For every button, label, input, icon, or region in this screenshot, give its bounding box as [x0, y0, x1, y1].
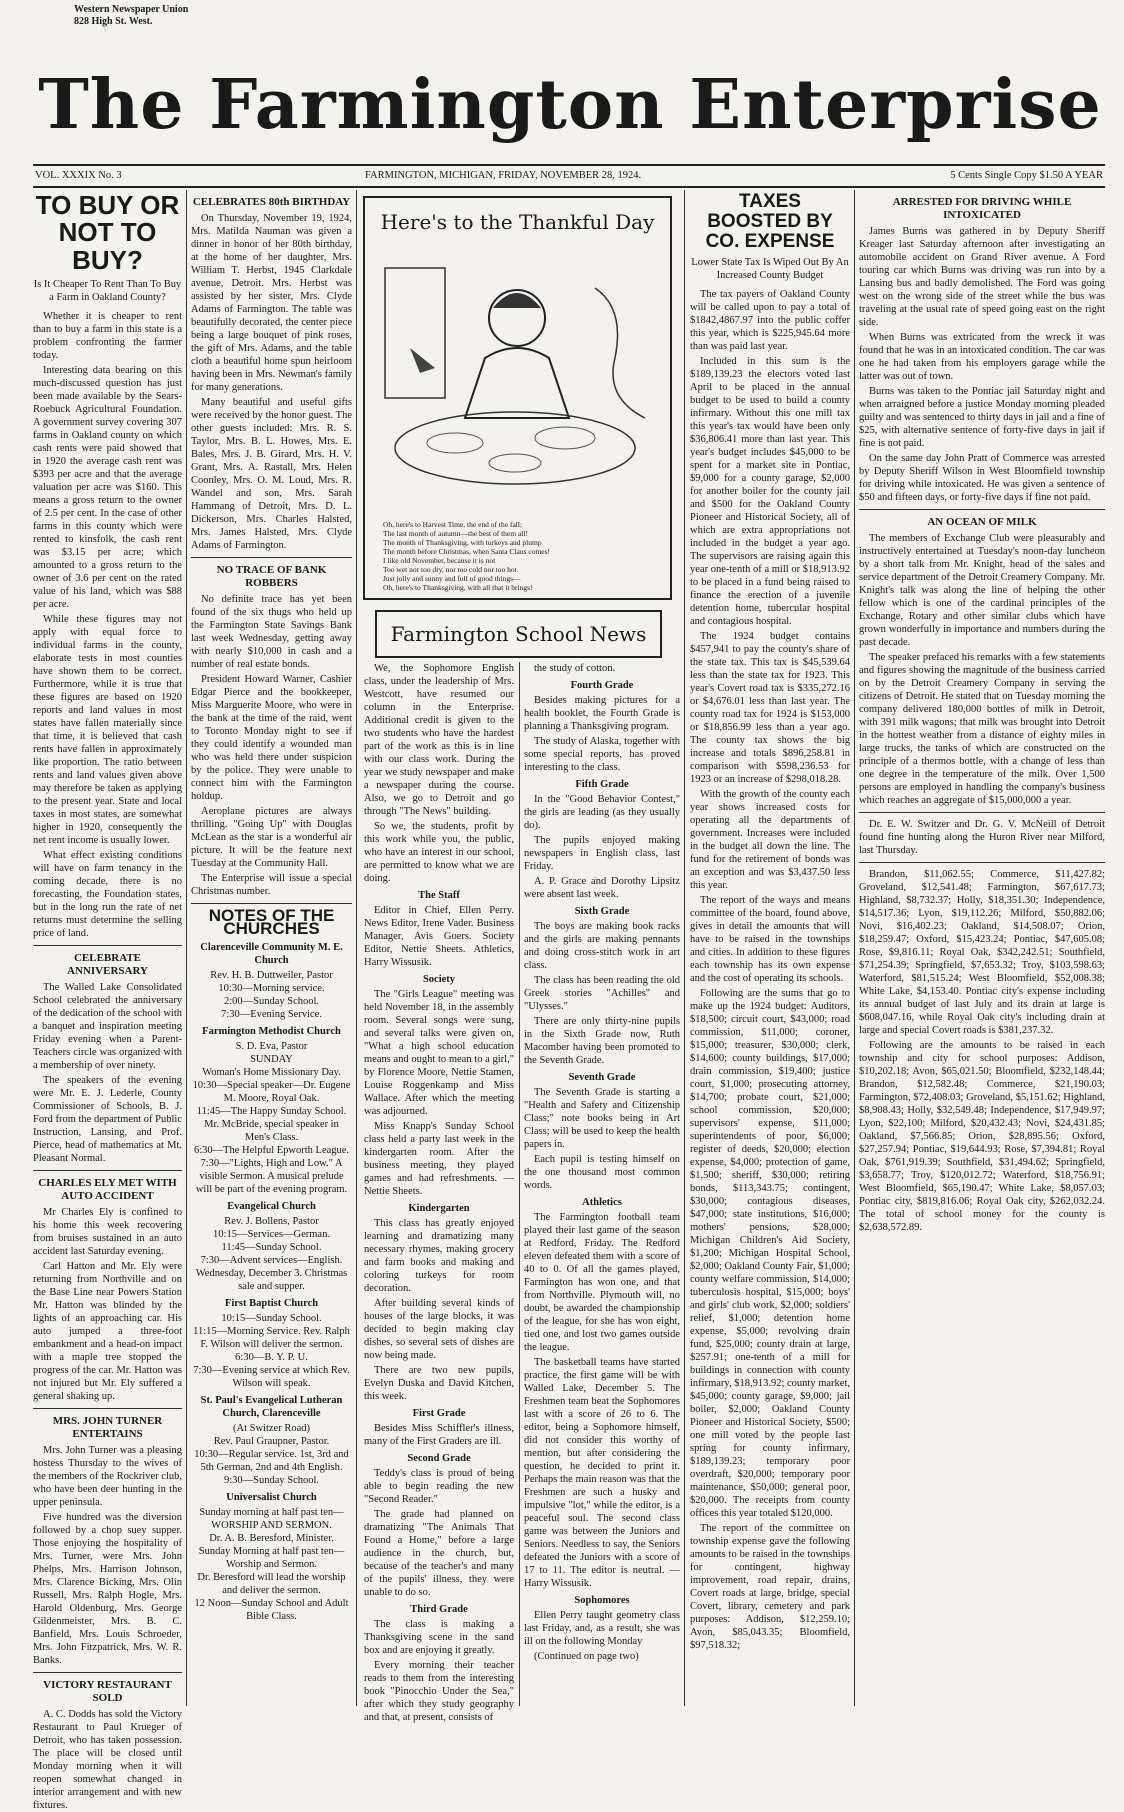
church-service-line: SUNDAY	[250, 1054, 293, 1065]
stamp-line-1: Western Newspaper Union	[74, 4, 189, 15]
tax-list-paragraph: Brandon, $11,062.55; Commerce, $11,427.82; Groveland, $12,541.48; Farmington, $67,617.73; Highland, $8,732.37; Holly, $18,351.30; Independence, $14,517.36; Lyon, $19,112.26; Milford, $50,882.06; Novi, $16,402.23; Oakland, $14,508.07; Orion, $18,259.47; Oxford, $15,423.24; Pontiac, $47,605.08; Rose, $9,816.11; Royal Oak, $342,242.51; Southfield, $71,254.39; Springfield, $7,653.32; Troy, $103,598.63; Waterford, $81,515.24; West Bloomfield, $52,008.38; White Lake, $4,153.40. Pontiac city's expense including its annual budget of last July and its drain at large is $608,047.16, while Royal Oak city's including drain at large and special Covert roads is $381,237.32.	[859, 869, 1105, 1036]
article-paragraph: On the same day John Pratt of Commerce was arrested by Deputy Sheriff Wilson in West Bloomfield township for driving while intoxicated. He was given a sentence of $50 and fifteen days, or forty-five days if fine not paid.	[859, 453, 1105, 503]
article-paragraph: The members of Exchange Club were pleasurably and instructively entertained at Tuesday's noon-day luncheon by a short talk from Mr. Knight, head of the sales and service department of the Detroit Creamery Company. Mr. Knight's talk was along the line of helping the other fellow which is one of the cardinal principles of the Exchange, Rotary and other similar clubs which have grown wonderfully in importance and numbers during the past decade.	[859, 533, 1105, 648]
headline-buy-or-rent: TO BUY OR NOT TO BUY?	[35, 190, 180, 275]
article-paragraph: The 1924 budget contains $457,941 to pay the county's share of the state tax. This tax is $45,539.64 less than the state tax for 1923. This year's Covert road tax is $335,272.16 or $4,676.01 less than last year. The county road tax for 1924 is $153,000 or $18,856.99 less than a year ago. The county tax shows the big increase and totals $896,258.81 in comparison with $598,236.53 for 1923 or an increase of $298,018.28.	[690, 630, 850, 785]
article-paragraph: Dr. E. W. Switzer and Dr. G. V. McNeill of Detroit found fine hunting along the Huron River near Milford, last Thursday.	[859, 819, 1105, 856]
school-news-left-column	[364, 662, 514, 1723]
headline-churches: NOTES OF THE CHURCHES	[208, 906, 335, 938]
article-paragraph: No definite trace has yet been found of the six thugs who held up the Farmington State Savings Bank last week Wednesday, getting away with nearly $10,000 in cash and a number of real estate bonds.	[191, 594, 352, 670]
school-section-heading: First Grade	[412, 1408, 466, 1419]
headline-milk: AN OCEAN OF MILK	[927, 516, 1037, 528]
story-divider	[859, 509, 1105, 510]
article-paragraph: On Thursday, November 19, 1924, Mrs. Matilda Nauman was given a dinner in honor of her 80th birthday, at the home of her daughter, Mrs. William T. Herbst, 1945 Clarkdale avenue, Detroit. Mrs. Herbst was assisted by her sister, Mrs. Clyde Adams of Farmington. The table was beautifully decorated, the center piece being a large bouquet of pink roses, the gift of Mrs. Adams, and the table cloth a beautiful home spun heirloom having been in Mrs. Newman's family for many generations.	[191, 213, 352, 393]
article-paragraph: President Howard Warner, Cashier Edgar Pierce and the bookkeeper, Miss Marguerite Moore, who were in the bank at the time of the raid, went to Toronto Monday night to see if they could identify a wounded man who was held there under suspicion by the police. They were unable to connect him with the Farmington holdup.	[191, 674, 352, 802]
column-rule	[356, 190, 357, 1706]
story-divider	[191, 903, 352, 904]
church-name: First Baptist Church	[224, 1298, 319, 1309]
church-service-line: 9:30—Sunday School.	[223, 1475, 320, 1486]
school-section-heading: Second Grade	[407, 1453, 471, 1464]
church-service-line: 10:15—Sunday School.	[221, 1313, 322, 1324]
poem-line: I like old November, because it is not	[383, 556, 496, 565]
church-service-line: 12 Noon—Sunday School and Adult Bible Class.	[194, 1598, 349, 1622]
church-service-line: Rev. Paul Graupner, Pastor.	[213, 1436, 330, 1447]
school-news-paragraph: The grade had planned on dramatizing "The Animals That Found a Home," before a large audience in the church, but, because of the teacher's and many of the pupils' illness, they were unable to do so.	[364, 1509, 514, 1598]
headline-arrest: ARRESTED FOR DRIVING WHILE INTOXICATED	[892, 196, 1072, 221]
story-divider	[33, 945, 182, 946]
headline-taxes: TAXES BOOSTED BY CO. EXPENSE	[705, 191, 835, 252]
school-news-paragraph: After building several kinds of houses of the large blocks, it was decided to begin making clay dishes, so several sets of dishes are now being made.	[364, 1298, 514, 1361]
article-paragraph: The Enterprise will issue a special Christmas number.	[191, 873, 352, 897]
school-news-paragraph: The class is making a Thanksgiving scene in the sand box and are enjoying it greatly.	[364, 1619, 514, 1656]
school-section-heading: Sixth Grade	[574, 906, 630, 917]
article-paragraph: Many beautiful and useful gifts were received by the honor guest. The other guests included: Mrs. R. S. Taylor, Mrs. B. L. Howes, Mrs. E. Bales, Mrs. J. B. Girard, Mrs. H. V. Grant, Mrs. A. Rastall, Mrs. Helen Coonley, Mrs. O. M. Loud, Mrs. R. Wandel and son, Mrs. Sarah Hammang of Detroit, Mrs. D. L. Dickerson, Mrs. Charles Halsted, Mrs. James Halsted, Mrs. Clyde Adams of Farmington.	[191, 397, 352, 551]
poem-line: The month before Christmas, when Santa Claus comes!	[383, 547, 551, 556]
church-name: St. Paul's Evangelical Lutheran Church, Clarenceville	[200, 1395, 343, 1419]
church-service-line: Woman's Home Missionary Day.	[202, 1067, 341, 1078]
article-paragraph: Five hundred was the diversion followed by a chop suey supper. Those enjoying the hospitality of Mrs. Turner, were Mrs. John Phelps, Mrs. Harrison Johnson, Mrs. Clarence Bicking, Mrs. Olin Russell, Mrs. Ralph Hogle, Mrs. Harold Oldenburg, Mrs. George Gildenmeister, Mrs. B. C. Banfield, Mrs. Louis Schroeder, Mrs. John Fitzpatrick, Mrs. W. R. Banks.	[33, 1511, 182, 1666]
school-news-paragraph: The study of Alaska, together with some special reports, has proved interesting to the class.	[524, 736, 680, 773]
dateline-bar	[33, 164, 1105, 188]
article-paragraph: While these figures may not apply with equal force to individual farms in the county, elaborate tests in most counties have shown them to be correct. Furthermore, while it is true that these figures are based on 1920 reports and land values in most states have fallen materially since that time, it is believed that cash rents have fallen in approximately like proportion. The ratio between rents and land values given above may therefore be taken as applying to the present year. State and local taxes in most states, are somewhat higher in 1920, consequently the net rent income is usually lower.	[33, 613, 182, 846]
church-listings	[191, 941, 352, 1623]
article-paragraph: Following are the sums that go to make up the 1924 budget: Auditors, $18,500; circuit court, $43,000; road commission, $11,000; coroner, $15,000; treasurer, $30,000; clerk, $14,600; county buildings, $17,000; drain commission, $19,400; justice court, $1,000; prosecuting attorney, $14,700; probate court, $21,000; school commission, $20,000; supervisors' expense, $11,000; superintendents of poor, $6,000; register of deeds, $20,000; election expense, $4,000; protection of game, $1,500; sheriff, $30,000; retiring bonds, $113,343.75; contingent, $30,000; contagious diseases, $47,000; state institutions, $16,000; mothers' pensions, $28,000; Michigan Children's Aid Society, $1,200; Michigan Hospital School, $2,000; Oakland County Fair, $1,000; county welfare commission, $14,000; tuberculosis hospital, $15,000; boys' and girls' club work, $2,000; soldiers' relief, $1,000; detention home expense, $5,000; revolving drain fund, $25,000; county drain at large, $257.91; one-tenth of a mill for buildings in connection with county infirmary, $18,913.92; county market, $45,000; county garage, $9,000; jail boiler, $2,000; Oakland County Pioneer and Historical Society, $500; one mill voted by the people last spring for county infirmary, $189,139.23; temporary poor overdraft, $20,000; temporary poor maintenance, $50,000; general poor, $20,000. The receipts from county offices this year totaled $120,000.	[690, 987, 850, 1519]
church-service-line: 11:15—Morning Service. Rev. Ralph F. Wilson will deliver the sermon.	[193, 1326, 350, 1350]
school-news-paragraph: Ellen Perry taught geometry class last Friday, and, as a result, she was ill on the following Monday	[524, 1610, 680, 1647]
school-news-paragraph: Miss Knapp's Sunday School class held a party last week in the kindergarten room. After the business meeting, they played games and had refreshments. — Nettie Sheets.	[364, 1121, 514, 1197]
school-news-paragraph: Besides making pictures for a health booklet, the Fourth Grade is planning a Thanksgiving program.	[524, 695, 680, 732]
article-paragraph: Mr Charles Ely is confined to his home this week recovering from bruises sustained in an auto accident last Saturday evening.	[33, 1206, 182, 1257]
church-name: Clarenceville Community M. E. Church	[200, 942, 343, 966]
poem-line: Oh, here's to Thanksgiving, with all that it brings!	[383, 583, 533, 592]
school-news-paragraph: There are only thirty-nine pupils in the Sixth Grade now, Ruth Macomber having been promoted to the Seventh Grade.	[524, 1016, 680, 1066]
school-news-paragraph: The class has been reading the old Greek stories "Achilles" and "Ulysses."	[524, 975, 680, 1012]
article-paragraph: What effect existing conditions will have on farm tenancy in the coming decade, there is no forecasting, the Foundation states, but in the long run the rate of net returns must determine the selling price of land.	[33, 849, 182, 939]
article-paragraph: James Burns was gathered in by Deputy Sheriff Kreager last Saturday afternoon after investigating an automobile accident on Grand River avenue. A Ford touring car which Burns was driving was run into by a Lansing bus and badly demolished. The Ford was going west on the wrong side of the street while the bus was traveling at the usual rate of speed going east on the right side.	[859, 226, 1105, 328]
school-section-heading: Third Grade	[410, 1604, 468, 1615]
volume-number: VOL. XXXIX No. 3	[35, 170, 122, 181]
school-section-heading: Kindergarten	[408, 1203, 470, 1214]
stamp-line-2: 828 High St. West.	[74, 16, 153, 27]
school-news-paragraph: The basketball teams have started practice, the first game will be with Walled Lake, December 5. The Freshmen team beat the Sophomores last with a score of 26 to 6. The editor, being a Sophomore himself, did not consider this worthy of mention, but after considering the question, he decided to print it. Perhaps the main reason was that the Freshmen are such a husky and impulsive "lot," while the editor, is a peaceful soul. The second class game was between the Juniors and Seniors. Needless to say, the Seniors defeated the Juniors with a score of 17 to 11. The editor is neutral. — Harry Wissusik.	[524, 1357, 680, 1589]
column-rule	[519, 662, 520, 1706]
article-paragraph: The report of the committee on township expense gave the following amounts to be raised in the townships for contingent, highway improvement, road repair, drains, Covert roads at large, bridge, special Covert, library, cemetery and park purposes: Addison, $12,259.10; Avon, $85,043.35; Bloomfield, $97,518.32;	[690, 1522, 850, 1651]
school-news-paragraph: Besides Miss Schiffler's illness, many of the First Graders are ill.	[364, 1423, 514, 1447]
column-2	[191, 190, 352, 1706]
church-service-line: 7:30—Evening Service.	[221, 1009, 322, 1020]
church-service-line: 7:30—Evening service at which Rev. Wilson will speak.	[193, 1365, 350, 1389]
thanksgiving-drawing	[365, 248, 666, 498]
newspaper-union-stamp	[74, 4, 188, 28]
school-section-heading: Fourth Grade	[570, 680, 634, 691]
tax-list-paragraph: Following are the amounts to be raised in each township and city for school purposes: Addison, $10,202.18; Avon, $65,021.50; Bloomfield, $232,148.44; Brandon, $12,582.48; Commerce, $21,190.03; Farmington, $72,408.03; Groveland, $5,151.62; Highland, $8,908.43; Holly, $32,549.48; Independence, $17,949.97; Lyon, $22,100; Milford, $20,432.43; Novi, $24,431.85; Oakland, $7,566.85; Orion, $28,895.56; Oxford, $27,257.94; Pontiac, $19,644.93; Rose, $7,394.81; Royal Oak, $761,919.39; Southfield, $31,494.62; Springfield, $3,658.77; Troy, $120,012.72; Waterford, $18,756.91; West Bloomfield, $65,190.47; White Lake, $8,057.03; Pontiac city, $819,816.06; Royal Oak city, $262,032.24. The total of school money for the county is $2,638,572.89.	[859, 1040, 1105, 1233]
story-divider	[33, 1408, 182, 1409]
school-section-heading: Fifth Grade	[575, 779, 629, 790]
article-paragraph: The report of the ways and means committee of the board, found above, gives in detail the amounts that will have to be raised in the townships and cities. In addition to these figures each township has its own expense and the cost of operating its schools.	[690, 894, 850, 984]
church-service-line: 7:30—Advent services—English. Wednesday, December 3. Christmas sale and supper.	[195, 1255, 348, 1292]
church-service-line: 10:30—Regular service. 1st, 3rd and 5th German, 2nd and 4th English.	[194, 1449, 349, 1473]
school-news-paragraph: In the "Good Behavior Contest," the girls are leading (as they usually do).	[524, 794, 680, 831]
church-service-line: Rev. J. Bollens, Pastor	[224, 1216, 319, 1227]
article-paragraph: Mrs. John Turner was a pleasing hostess Thursday to the wives of the members of the Rockriver club, who have been deer hunting in the upper peninsula.	[33, 1444, 182, 1508]
church-service-line: 11:45—The Happy Sunday School. Mr. McBride, special speaker in Men's Class.	[196, 1106, 347, 1143]
deck-buy-or-rent: Is It Cheaper To Rent Than To Buy a Farm in Oakland County?	[33, 278, 182, 303]
church-service-line: 11:45—Sunday School.	[221, 1242, 322, 1253]
headline-anniversary: CELEBRATE ANNIVERSARY	[67, 951, 148, 977]
church-service-line: Rev. H. B. Duttweiler, Pastor	[210, 970, 333, 981]
column-6	[859, 190, 1105, 1706]
school-news-paragraph: (Continued on page two)	[534, 1651, 639, 1662]
school-news-paragraph: The Seventh Grade is starting a "Health and Safety and Citizenship Class;" note books being in Art Class; will be used to keep the health papers in.	[524, 1087, 681, 1150]
church-service-line: 10:30—Special speaker—Dr. Eugene M. Moore, Royal Oak.	[192, 1080, 351, 1104]
story-divider	[859, 812, 1105, 813]
church-service-line: Sunday morning at half past ten—WORSHIP AND SERMON.	[199, 1507, 344, 1531]
church-service-line: 10:15—Services—German.	[213, 1229, 330, 1240]
school-news-paragraph: The pupils enjoyed making newspapers in English class, last Friday.	[524, 835, 680, 872]
headline-birthday: CELEBRATES 80th BIRTHDAY	[192, 196, 351, 208]
poem-line: Too wet nor too dry, nor too cold nor too hot.	[383, 565, 519, 574]
church-service-line: (At Switzer Road)	[233, 1423, 310, 1434]
illustration-title: Here's to the Thankful Day	[380, 210, 655, 234]
church-service-line: 2:00—Sunday School.	[223, 996, 320, 1007]
column-rule	[684, 190, 685, 1706]
school-news-paragraph: Teddy's class is proud of being able to begin reading the new "Second Reader."	[364, 1468, 514, 1505]
column-5	[690, 190, 850, 1706]
article-paragraph: The Walled Lake Consolidated School celebrated the anniversary of the dedication of the school with a banquet and inspiration meeting Friday evening when a Parent-Teachers circle was organized with a membership of over ninety.	[33, 981, 182, 1071]
school-news-paragraph: A. P. Grace and Dorothy Lipsitz were absent last week.	[524, 876, 680, 900]
article-paragraph: The speakers of the evening were Mr. E. J. Lederle, County Commissioner of Schools, B. J. Ford from the department of Public Instruction, Lansing, and Prof. Pierce, head of mathematics at Mt. Pleasant Normal.	[33, 1074, 183, 1164]
school-section-heading: Athletics	[582, 1197, 622, 1208]
thanksgiving-poem	[383, 520, 653, 592]
article-paragraph: When Burns was extricated from the wreck it was found that he was in an intoxicated condition. The car was one he had taken from his employers garage while the latter was out of town.	[859, 332, 1105, 382]
school-news-paragraph: We, the Sophomore English class, under the leadership of Mrs. Westcott, have resumed our column in the Enterprise. Additional credit is given to the two students who have the hardest part of the work as this is in line with our class work. During the year we study newspaper and make a newspaper during the course. Also, we go to Detroit and go through "The News" building.	[364, 663, 514, 817]
column-1	[33, 190, 183, 1811]
school-news-banner: Farmington School News	[375, 610, 662, 658]
church-name: Evangelical Church	[227, 1201, 316, 1212]
school-section-heading: Seventh Grade	[568, 1072, 636, 1083]
poem-line: Just jolly and sunny and full of good things—	[383, 574, 521, 583]
school-news-paragraph: Every morning their teacher reads to them from the interesting book "Pinocchio Under the Sea," after which they study geography and that, at present, consists of	[364, 1660, 514, 1723]
church-service-line: 10:30—Morning service.	[218, 983, 325, 994]
headline-restaurant: VICTORY RESTAURANT SOLD	[43, 1678, 172, 1704]
article-paragraph: Whether it is cheaper to rent than to buy a farm in this state is a problem confronting the farmer today.	[33, 310, 182, 361]
school-section-heading: Sophomores	[574, 1595, 630, 1606]
school-news-paragraph: the study of cotton.	[534, 663, 616, 674]
church-service-line: 6:30—The Helpful Epworth League.	[193, 1145, 350, 1156]
deck-taxes: Lower State Tax Is Wiped Out By An Increased County Budget	[691, 256, 849, 281]
article-paragraph: Carl Hatton and Mr. Ely were returning from Northville and on the Base Line near Powers Station Mr. Hatton was blinded by the lights of an approaching car. His auto jumped a three-foot embankment and a head-on impact with a maple tree stopped the progress of the car. Mr. Hatton was not injured but Mr. Ely suffered a general shaking up.	[33, 1260, 182, 1402]
church-service-line: Dr. Beresford will lead the worship and deliver the sermon.	[197, 1572, 346, 1596]
church-service-line: 7:30—"Lights, High and Low." A visible Sermon. A musical prelude will be part of the evening program.	[195, 1158, 348, 1195]
story-divider	[33, 1170, 182, 1171]
poem-line: The month of Thanksgiving, with turkeys and plump	[383, 538, 542, 547]
story-divider	[859, 862, 1105, 863]
school-news-paragraph: There are two new pupils, Evelyn Duska and David Kitchen, this week.	[364, 1365, 514, 1402]
church-service-line: S. D. Eva, Pastor	[235, 1041, 308, 1052]
article-paragraph: Included in this sum is the $189,139.23 the electors voted last April to be placed in the annual budget to be used to build a county infirmary. Without this one mill tax this year's tax would have been only $36,806.41 more than last year. This year's budget includes $45,000 to be spent for a market site in Pontiac, $9,000 for a county garage, $2,000 for another boiler for the county jail and $500 for the Oakland County Pioneer and Historical Society, all of which are extra appropriations not included in the budget a year ago. The supervisors are raising again this year one-tenth of a mill or $18,913.92 to be placed in a fund being raised to finance the erection of a juvenile detention home, tubercular hospital and contagious hospital.	[690, 355, 850, 627]
price: 5 Cents Single Copy $1.50 A YEAR	[950, 170, 1103, 181]
story-divider	[33, 1672, 182, 1673]
church-service-line: 6:30—B. Y. P. U.	[235, 1352, 308, 1363]
school-news-paragraph: Each pupil is testing himself on the one thousand most common words.	[524, 1154, 680, 1191]
column-rule	[186, 190, 187, 1706]
column-rule	[854, 190, 855, 1706]
article-paragraph: The tax payers of Oakland County will be called upon to pay a total of $1842,4867.97 into the public coffer this year, which is $225,945.64 more than was paid last year.	[690, 288, 850, 352]
poem-line: Oh, here's to Harvest Time, the end of the fall;	[383, 520, 523, 529]
headline-bank-robbers: NO TRACE OF BANK ROBBERS	[216, 564, 327, 589]
headline-auto-accident: CHARLES ELY MET WITH AUTO ACCIDENT	[38, 1176, 177, 1202]
church-service-line: Sunday Morning at half past ten—Worship and Sermon.	[198, 1546, 345, 1570]
article-paragraph: Burns was taken to the Pontiac jail Saturday night and when arraigned before a justice Monday morning pleaded guilty and was sentenced to thirty days in jail and a fine of $25, with alternative sentence of forty-five days in jail if fine is not paid.	[859, 386, 1105, 449]
school-news-paragraph: Editor in Chief, Ellen Perry. News Editor, Irene Vader. Business Manager, Avis Goers. Society Editor, Nettie Sheets. Athletics, Harry Wissusik.	[364, 905, 514, 968]
thanksgiving-illustration	[363, 196, 672, 600]
school-news-paragraph: This class has greatly enjoyed learning and dramatizing many necessary rhymes, making grocery and farm books and making and coloring turkeys for room decoration.	[364, 1218, 514, 1294]
school-news-paragraph: The Farmington football team played their last game of the season at Redford, Friday. The Redford eleven defeated them with a score of 40 to 0. Of all the games played, Farmington has won one, and that from Northville. Plymouth will, no doubt, be awarded the championship of the league, for she has won eight, tied one, and lost two games outside the league.	[524, 1212, 680, 1353]
article-paragraph: With the growth of the county each year shows increased costs for operating all the departments of government. Increases were included in the budget all down the line. The fund for the retirement of bonds was an exception and was $3,437.50 less this year.	[690, 788, 850, 891]
place-date: FARMINGTON, MICHIGAN, FRIDAY, NOVEMBER 28, 1924.	[365, 170, 642, 181]
story-divider	[191, 557, 352, 558]
article-paragraph: Interesting data bearing on this much-discussed question has just been made available by the Sears-Roebuck Agricultural Foundation. A government survey covering 307 farms in Oakland county on which cash rents were paid showed that in 1920 the average cash rent was $393 per acre and that the average valuation per acre was $160. This means a gross return to the owner of 2.5 per cent. In the case of other farms in this county which were rented to kinsfolk, the cash rent was $3.15 per acre; which amounted to a gross return to the owner of 3.6 per cent on the rated value of his land, which was $88 per acre.	[33, 364, 182, 610]
school-section-heading: The Staff	[418, 890, 460, 901]
school-news-right-column	[524, 662, 680, 1706]
masthead-title: The Farmington Enterprise	[38, 65, 1102, 145]
church-name: Farmington Methodist Church	[202, 1026, 341, 1037]
headline-turner: MRS. JOHN TURNER ENTERTAINS	[52, 1414, 163, 1440]
article-paragraph: A. C. Dodds has sold the Victory Restaurant to Paul Krueger of Detroit, who has taken possession. The place will be closed until Monday morning when it will reopen somewhat changed in interior arrangement and with new fixtures.	[33, 1708, 182, 1811]
school-section-heading: Society	[422, 974, 456, 985]
school-news-paragraph: The boys are making book racks and the girls are making pennants and doing cross-stitch work in art class.	[524, 921, 680, 971]
church-service-line: Dr. A. B. Beresford, Minister.	[209, 1533, 334, 1544]
article-paragraph: The speaker prefaced his remarks with a few statements and figures showing the magnitude of the business carried on by the Detroit Creamery Company in serving the citizens of Detroit. He stated that on Tuesday morning the company delivered 180,000 bottles of milk in Detroit, with 391 milk wagons; that milk was brought into Detroit in the hottest weather from a distance of eighty miles in large trucks, the tanks of which are constructed on the principle of a thermos bottle, with a change of less than one degree in the temperature of the milk. Over 1,500 persons are employed in handling the company's business which reaches an aggregate of $15,000,000 a year.	[859, 652, 1105, 806]
school-news-paragraph: So we, the students, profit by this work while you, the public, who have an interest in our school, are permitted to know what we are doing.	[364, 821, 514, 884]
church-name: Universalist Church	[226, 1492, 317, 1503]
article-paragraph: Aeroplane pictures are always thrilling. "Going Up" with Douglas McLean as the star is a wonderful air picture. It will be the feature next Tuesday at the Community Hall.	[191, 806, 352, 869]
school-news-paragraph: The "Girls League" meeting was held November 18, in the assembly room. Several songs were sung, and several talks were given on, "What a high school education means and ought to mean to a girl," by Florence Moore, Nettie Stamen, Louise Roggenkamp and Miss Wallace. After which the meeting was adjourned.	[364, 989, 514, 1117]
poem-line: The last month of autumn—the best of them all!	[383, 529, 528, 538]
